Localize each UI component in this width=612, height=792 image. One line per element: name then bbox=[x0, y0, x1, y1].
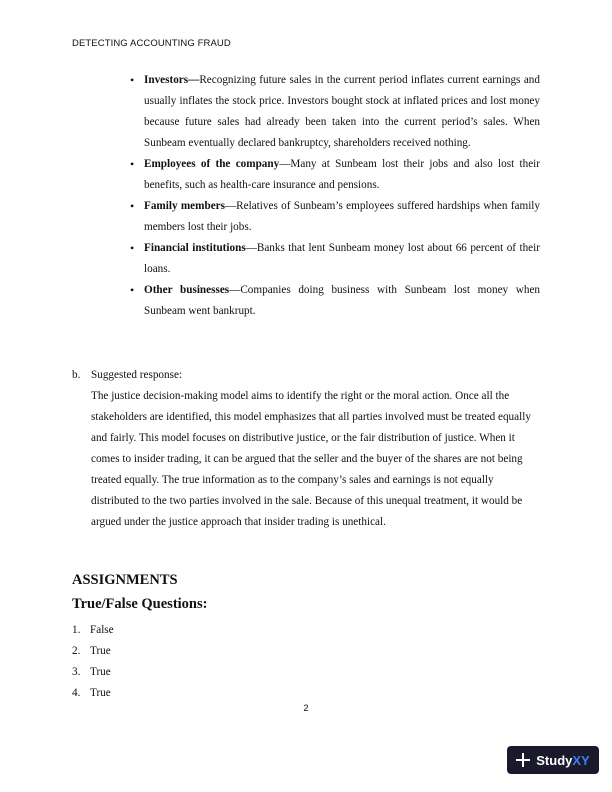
answer-item bbox=[72, 620, 114, 641]
definition: —Banks that lent Sunbeam money lost about 66 percent of their loans. bbox=[144, 242, 540, 275]
part-b-paragraph: The justice decision-making model aims to identify the right or the moral action. Once all the stakeholders are identified, this model emphasizes that all parties involved must be treated equally and fairly. This model focuses on distributive justice, or the fair distribution of justice. When it comes to insider trading, it can be argued that the seller and the buyer of the shares are not being treated equally. The true information as to the company’s sales and earnings is not equally distributed to the two parties involved in the sale. Because of this unequal treatment, it would be argued under the justice approach that insider trading is unethical. bbox=[91, 390, 531, 528]
part-b-section bbox=[72, 365, 542, 533]
brand-main: Study bbox=[536, 752, 573, 768]
studyxy-badge[interactable] bbox=[507, 746, 599, 774]
brand-accent: XY bbox=[572, 752, 590, 768]
term: Employees of the company bbox=[144, 158, 280, 170]
part-letter: b. bbox=[72, 369, 81, 381]
answer-item bbox=[72, 641, 114, 662]
list-item bbox=[130, 154, 540, 196]
answer-value: True bbox=[90, 687, 111, 699]
answer-value: True bbox=[90, 645, 111, 657]
term: Other businesses bbox=[144, 284, 230, 296]
answer-item bbox=[72, 683, 114, 704]
list-item bbox=[130, 280, 540, 322]
answer-list bbox=[72, 620, 114, 704]
answer-value: True bbox=[90, 666, 111, 678]
definition: Recognizing future sales in the current period inflates current earnings and usually inflates the stock price. Investors bought stock at inflated prices and lost money because future sales had already been taken into the current period’s sales. When Sunbeam eventually declared bankruptcy, shareholders received nothing. bbox=[144, 74, 540, 149]
answer-value: False bbox=[90, 624, 114, 636]
assignments-heading: ASSIGNMENTS bbox=[72, 572, 178, 588]
list-item bbox=[130, 238, 540, 280]
term: Investors— bbox=[144, 74, 200, 86]
answer-number: 1. bbox=[72, 624, 81, 636]
term: Financial institutions bbox=[144, 242, 246, 254]
definition: —Many at Sunbeam lost their jobs and also lost their benefits, such as health-care insurance and pensions. bbox=[144, 158, 541, 191]
true-false-heading: True/False Questions: bbox=[72, 596, 208, 612]
list-item bbox=[130, 196, 540, 238]
answer-number: 3. bbox=[72, 666, 81, 678]
list-item bbox=[130, 70, 540, 154]
running-header: DETECTING ACCOUNTING FRAUD bbox=[72, 38, 231, 49]
term: Family members bbox=[144, 200, 225, 212]
plus-icon bbox=[516, 753, 530, 767]
answer-number: 2. bbox=[72, 645, 81, 657]
part-b-heading: Suggested response: bbox=[91, 369, 183, 381]
answer-number: 4. bbox=[72, 687, 81, 699]
answer-item bbox=[72, 662, 114, 683]
definition: —Companies doing business with Sunbeam lost money when Sunbeam went bankrupt. bbox=[144, 284, 541, 317]
stakeholder-list bbox=[130, 70, 540, 322]
page-number: 2 bbox=[303, 703, 309, 714]
definition: —Relatives of Sunbeam’s employees suffered hardships when family members lost their jobs. bbox=[144, 200, 540, 233]
